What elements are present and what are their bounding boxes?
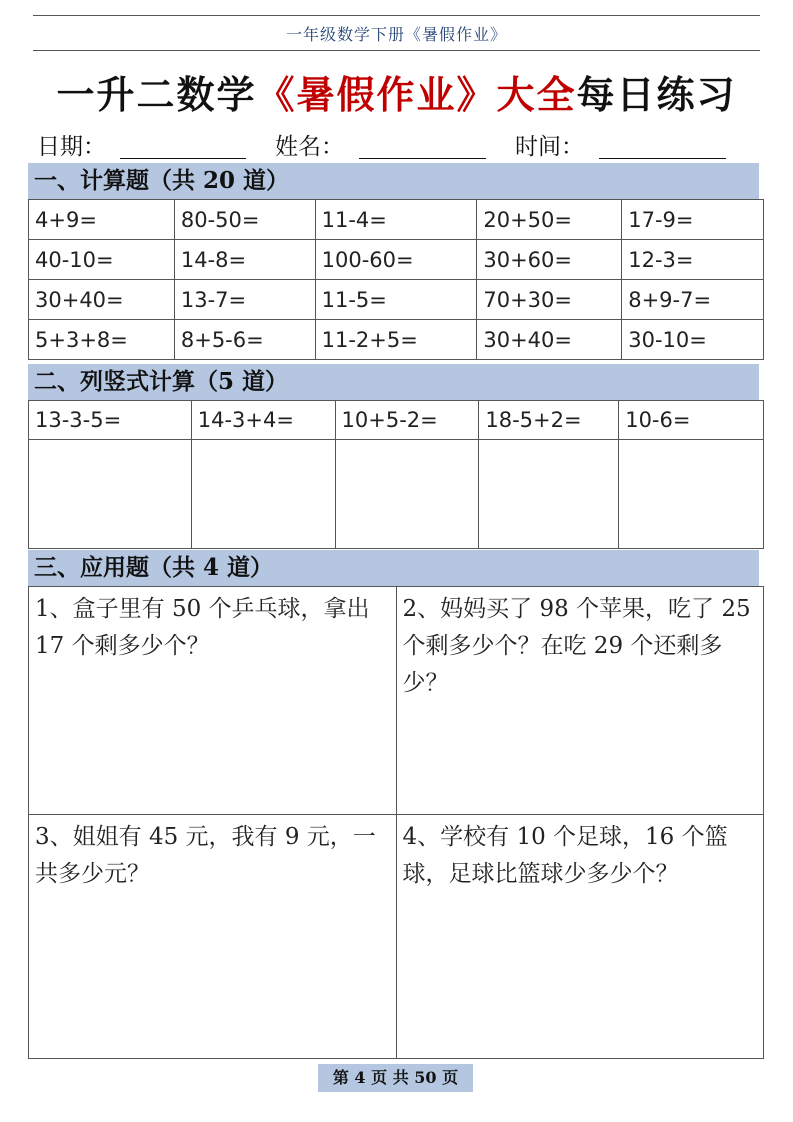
table-row: [29, 401, 764, 440]
calc-cell: 40-10=: [29, 240, 175, 280]
calc-cell: 11-4=: [315, 200, 477, 240]
calc-cell: 11-5=: [315, 280, 477, 320]
calc-cell: 5+3+8=: [29, 320, 175, 360]
table-row: [29, 440, 764, 549]
calc-cell: 14-8=: [174, 240, 315, 280]
calc-cell: 20+50=: [477, 200, 622, 240]
answer-space[interactable]: [619, 440, 764, 549]
section3-title: 三、应用题（共 4 道）: [28, 550, 759, 586]
date-field-line: [120, 158, 246, 159]
page-number: 第 4 页 共 50 页: [318, 1064, 473, 1092]
name-label: 姓名：: [275, 134, 344, 160]
word-problem[interactable]: 2、妈妈买了 98 个苹果，吃了 25 个剩多少个？在吃 29 个还剩多少？: [396, 587, 764, 815]
calc-cell: 80-50=: [174, 200, 315, 240]
calc-table: [28, 199, 764, 360]
name-field-line: [359, 158, 486, 159]
vertical-calc-cell: 18-5+2=: [479, 401, 619, 440]
table-row: [29, 587, 764, 815]
calc-cell: 12-3=: [622, 240, 764, 280]
answer-space[interactable]: [479, 440, 619, 549]
time-field-line: [599, 158, 726, 159]
calc-cell: 30+60=: [477, 240, 622, 280]
answer-space[interactable]: [191, 440, 335, 549]
vertical-calc-cell: 13-3-5=: [29, 401, 192, 440]
word-problem[interactable]: 4、学校有 10 个足球，16 个篮球，足球比篮球少多少个？: [396, 815, 764, 1059]
calc-cell: 100-60=: [315, 240, 477, 280]
calc-cell: 30+40=: [29, 280, 175, 320]
calc-cell: 11-2+5=: [315, 320, 477, 360]
calc-cell: 8+5-6=: [174, 320, 315, 360]
calc-cell: 4+9=: [29, 200, 175, 240]
page-header: [33, 15, 760, 51]
word-problem[interactable]: 3、姐姐有 45 元，我有 9 元，一共多少元？: [29, 815, 397, 1059]
calc-cell: 8+9-7=: [622, 280, 764, 320]
page-title: [0, 64, 793, 119]
word-problem-table: [28, 586, 764, 1059]
vertical-calc-cell: 10+5-2=: [335, 401, 479, 440]
calc-cell: 30+40=: [477, 320, 622, 360]
title-part1: 一升二数学: [56, 72, 257, 117]
title-part3: 每日练习: [576, 72, 737, 117]
section2-title: 二、列竖式计算（5 道）: [28, 364, 759, 400]
vertical-calc-cell: 10-6=: [619, 401, 764, 440]
answer-space[interactable]: [335, 440, 479, 549]
title-part2: 《暑假作业》大全: [256, 72, 577, 117]
calc-cell: 30-10=: [622, 320, 764, 360]
word-problem[interactable]: 1、盒子里有 50 个乒乓球，拿出 17 个剩多少个？: [29, 587, 397, 815]
time-label: 时间：: [515, 134, 584, 160]
table-row: [29, 280, 764, 320]
calc-cell: 70+30=: [477, 280, 622, 320]
header-text: 一年级数学下册《暑假作业》: [285, 25, 507, 44]
answer-space[interactable]: [29, 440, 192, 549]
table-row: [29, 200, 764, 240]
table-row: [29, 240, 764, 280]
vertical-calc-cell: 14-3+4=: [191, 401, 335, 440]
section1-title: 一、计算题（共 20 道）: [28, 163, 759, 199]
table-row: [29, 815, 764, 1059]
date-label: 日期：: [37, 134, 106, 160]
calc-cell: 13-7=: [174, 280, 315, 320]
vertical-calc-table: [28, 400, 764, 549]
calc-cell: 17-9=: [622, 200, 764, 240]
table-row: [29, 320, 764, 360]
